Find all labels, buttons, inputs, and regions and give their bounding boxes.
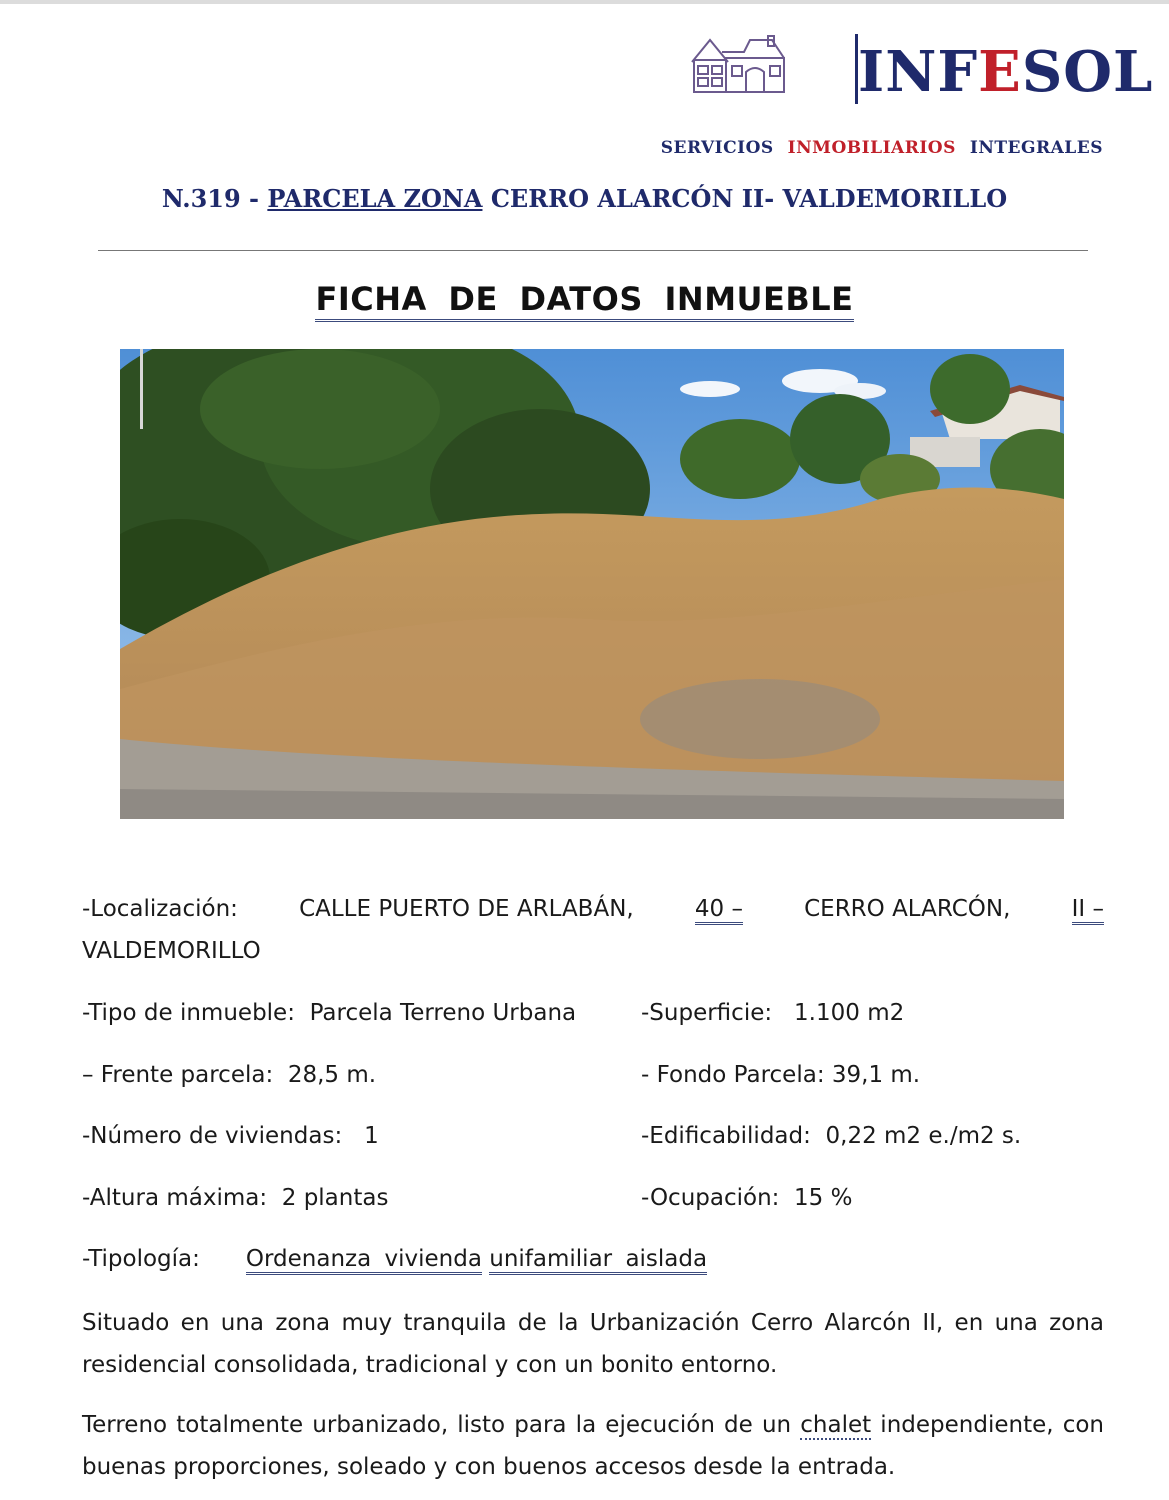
superficie-value: 1.100 m2 (794, 1000, 905, 1026)
fondo-value: 39,1 m. (831, 1062, 921, 1088)
viviendas-value: 1 (364, 1123, 379, 1149)
description-paragraph-1: Situado en una zona muy tranquila de la Urbanización Cerro Alarcón II, en una zona residencial consolidada, tradicional y con un bonito entorno. (82, 1310, 1104, 1378)
tipo-value: Parcela Terreno Urbana (309, 1000, 577, 1026)
location-town: VALDEMORILLO (82, 938, 261, 964)
viviendas-field (82, 1123, 379, 1149)
logo-text-part2: E (978, 39, 1022, 105)
horizontal-divider (98, 250, 1088, 251)
location-area-suffix: II – (1072, 896, 1104, 925)
superficie-label: -Superficie: (641, 1000, 773, 1026)
location-label: -Localización: (82, 896, 238, 922)
frente-label: – Frente parcela: (82, 1062, 274, 1088)
house-logo-icon (688, 32, 788, 96)
ocupacion-field (641, 1185, 852, 1211)
altura-value: 2 plantas (281, 1185, 389, 1211)
logo-text-part3: SOL (1021, 39, 1154, 105)
tipo-label: -Tipo de inmueble: (82, 1000, 295, 1026)
location-area: CERRO ALARCÓN, (804, 896, 1011, 922)
frente-field (82, 1062, 376, 1088)
edificabilidad-value: 0,22 m2 e./m2 s. (825, 1123, 1022, 1149)
fondo-label: - Fondo Parcela: (641, 1062, 825, 1088)
viviendas-label: -Número de viviendas: (82, 1123, 343, 1149)
reference-underlined: PARCELA ZONA (267, 184, 483, 213)
description-paragraph-2-after: independiente, con buenas proporciones, soleado y con buenos accesos desde la entrada. (82, 1412, 1104, 1480)
description-paragraph-2 (82, 1404, 1104, 1488)
edificabilidad-field (641, 1123, 1021, 1149)
superficie-field (641, 1000, 904, 1026)
tipo-field (82, 1000, 576, 1026)
location-row (82, 896, 1104, 925)
brand-logo (858, 36, 1153, 108)
reference-rest: CERRO ALARCÓN II- VALDEMORILLO (482, 184, 1008, 213)
reference-title (0, 184, 1169, 213)
altura-field (82, 1185, 388, 1211)
description-chalet-word: chalet (800, 1412, 872, 1438)
document-title: FICHA DE DATOS INMUEBLE (0, 280, 1169, 318)
property-photo (120, 349, 1064, 819)
description-paragraph-2-before: Terreno totalmente urbanizado, listo para la ejecución de un (82, 1412, 801, 1438)
tipologia-field (82, 1246, 707, 1272)
altura-label: -Altura máxima: (82, 1185, 268, 1211)
tagline-word-3: INTEGRALES (969, 138, 1103, 158)
ocupacion-label: -Ocupación: (641, 1185, 780, 1211)
brand-tagline (661, 138, 1103, 158)
tagline-word-1: SERVICIOS (660, 138, 774, 158)
reference-prefix: N.319 - (161, 184, 268, 213)
frente-value: 28,5 m. (287, 1062, 377, 1088)
location-street: CALLE PUERTO DE ARLABÁN, (299, 896, 634, 922)
tipologia-value-2: unifamiliar aislada (489, 1246, 707, 1275)
location-number: 40 – (695, 896, 743, 925)
logo-text-part1: INF (858, 39, 979, 105)
fondo-field (641, 1062, 920, 1088)
tagline-word-2: INMOBILIARIOS (787, 138, 956, 158)
ocupacion-value: 15 % (794, 1185, 853, 1211)
edificabilidad-label: -Edificabilidad: (641, 1123, 811, 1149)
tipologia-label: -Tipología: (82, 1246, 200, 1272)
page-top-border (0, 0, 1169, 4)
tipologia-value-1: Ordenanza vivienda (246, 1246, 482, 1275)
